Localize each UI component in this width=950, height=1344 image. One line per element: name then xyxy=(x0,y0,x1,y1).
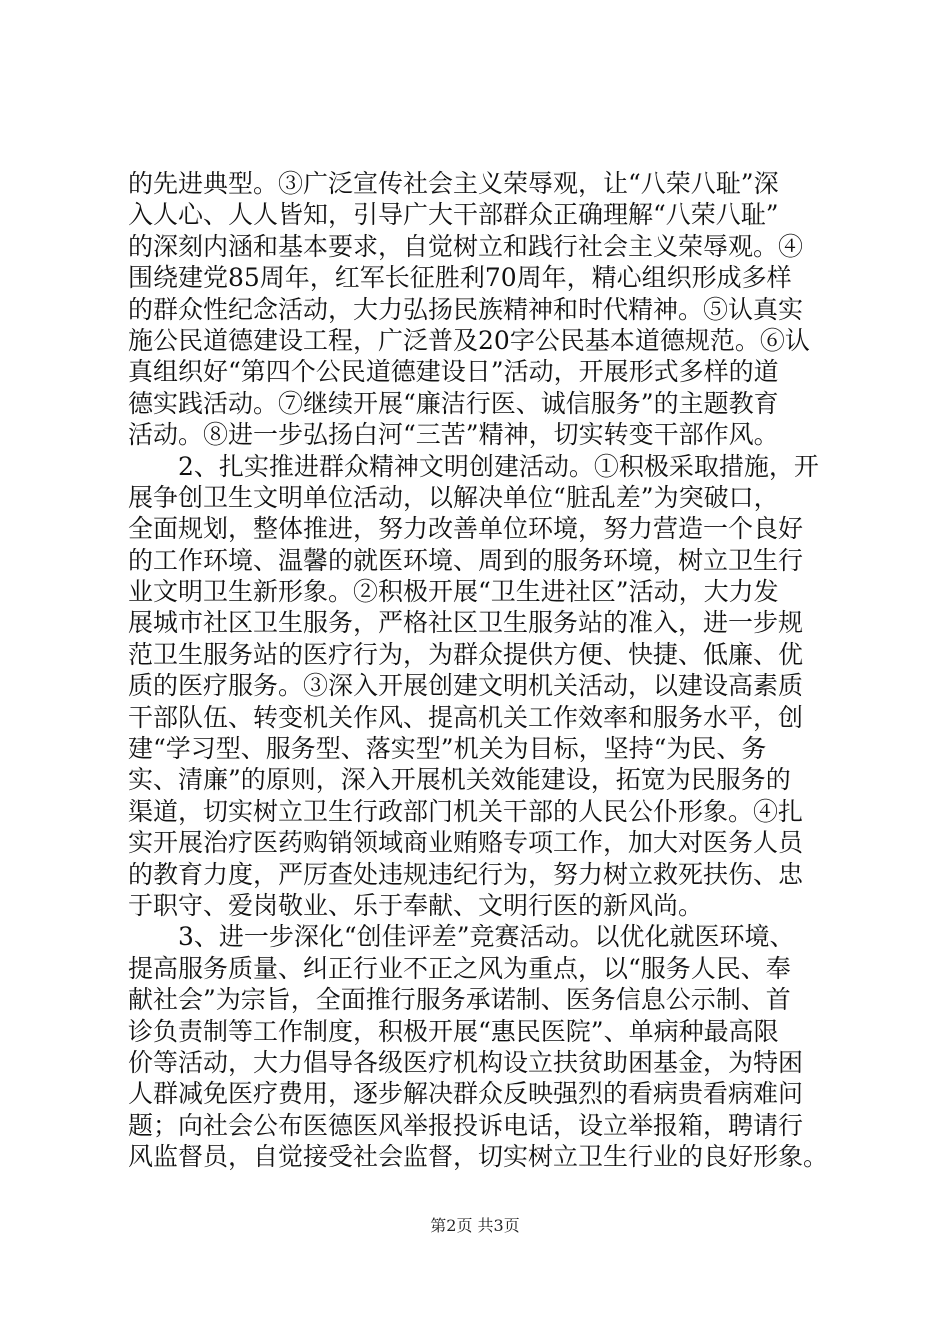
text-line: 人群减免医疗费用，逐步解决群众反映强烈的看病贵看病难问 xyxy=(128,1079,804,1109)
text-line: 围绕建党85周年，红军长征胜利70周年，精心组织形成多样 xyxy=(128,263,792,293)
text-line: 3、进一步深化“创佳评差”竞赛活动。以优化就医环境、 xyxy=(128,922,795,952)
text-line: 展争创卫生文明单位活动，以解决单位“脏乱差”为突破口， xyxy=(128,482,779,512)
text-line: 德实践活动。⑦继续开展“廉洁行医、诚信服务”的主题教育 xyxy=(128,388,779,418)
page-number-footer: 第2页 共3页 xyxy=(430,1216,520,1235)
text-line: 真组织好“第四个公民道德建设日”活动，开展形式多样的道 xyxy=(128,357,779,387)
text-line: 的群众性纪念活动，大力弘扬民族精神和时代精神。⑤认真实 xyxy=(128,294,804,324)
text-line: 的先进典型。③广泛宣传社会主义荣辱观，让“八荣八耻”深 xyxy=(128,169,779,198)
text-line: 干部队伍、转变机关作风、提高机关工作效率和服务水平，创 xyxy=(128,702,804,732)
text-line: 风监督员，自觉接受社会监督，切实树立卫生行业的良好形象。 xyxy=(128,1142,829,1172)
text-line: 的深刻内涵和基本要求，自觉树立和践行社会主义荣辱观。④ xyxy=(128,231,804,261)
text-line: 活动。⑧进一步弘扬白河“三苦”精神，切实转变干部作风。 xyxy=(128,420,779,450)
document-body xyxy=(128,168,840,1173)
text-line: 诊负责制等工作制度，积极开展“惠民医院”、单病种最高限 xyxy=(128,1016,779,1046)
text-line: 的工作环境、温馨的就医环境、周到的服务环境，树立卫生行 xyxy=(128,545,804,575)
text-line: 全面规划，整体推进，努力改善单位环境，努力营造一个良好 xyxy=(128,514,804,544)
text-line: 2、扎实推进群众精神文明创建活动。①积极采取措施，开 xyxy=(128,451,819,481)
text-line: 于职守、爱岗敬业、乐于奉献、文明行医的新风尚。 xyxy=(128,890,704,920)
text-line: 业文明卫生新形象。②积极开展“卫生进社区”活动，大力发 xyxy=(128,577,779,607)
text-line: 建“学习型、服务型、落实型”机关为目标，坚持“为民、务 xyxy=(128,734,767,764)
text-line: 展城市社区卫生服务，严格社区卫生服务站的准入，进一步规 xyxy=(128,608,804,638)
text-line: 施公民道德建设工程，广泛普及20字公民基本道德规范。⑥认 xyxy=(128,325,810,355)
text-line: 价等活动，大力倡导各级医疗机构设立扶贫助困基金，为特困 xyxy=(128,1047,804,1077)
text-line: 入人心、人人皆知，引导广大干部群众正确理解“八荣八耻” xyxy=(128,200,779,230)
text-line: 实开展治疗医药购销领域商业贿赂专项工作，加大对医务人员 xyxy=(128,828,804,858)
text-line: 实、清廉”的原则，深入开展机关效能建设，拓宽为民服务的 xyxy=(128,765,791,795)
text-line: 渠道，切实树立卫生行政部门机关干部的人民公仆形象。④扎 xyxy=(128,796,804,826)
text-line: 题；向社会公布医德医风举报投诉电话，设立举报箱，聘请行 xyxy=(128,1110,804,1140)
text-line: 的教育力度，严厉查处违规违纪行为，努力树立救死扶伤、忠 xyxy=(128,859,804,889)
text-line: 质的医疗服务。③深入开展创建文明机关活动，以建设高素质 xyxy=(128,671,804,701)
text-line: 提高服务质量、纠正行业不正之风为重点，以“服务人民、奉 xyxy=(128,953,791,983)
text-line: 献社会”为宗旨，全面推行服务承诺制、医务信息公示制、首 xyxy=(128,985,791,1015)
text-line: 范卫生服务站的医疗行为，为群众提供方便、快捷、低廉、优 xyxy=(128,639,804,669)
